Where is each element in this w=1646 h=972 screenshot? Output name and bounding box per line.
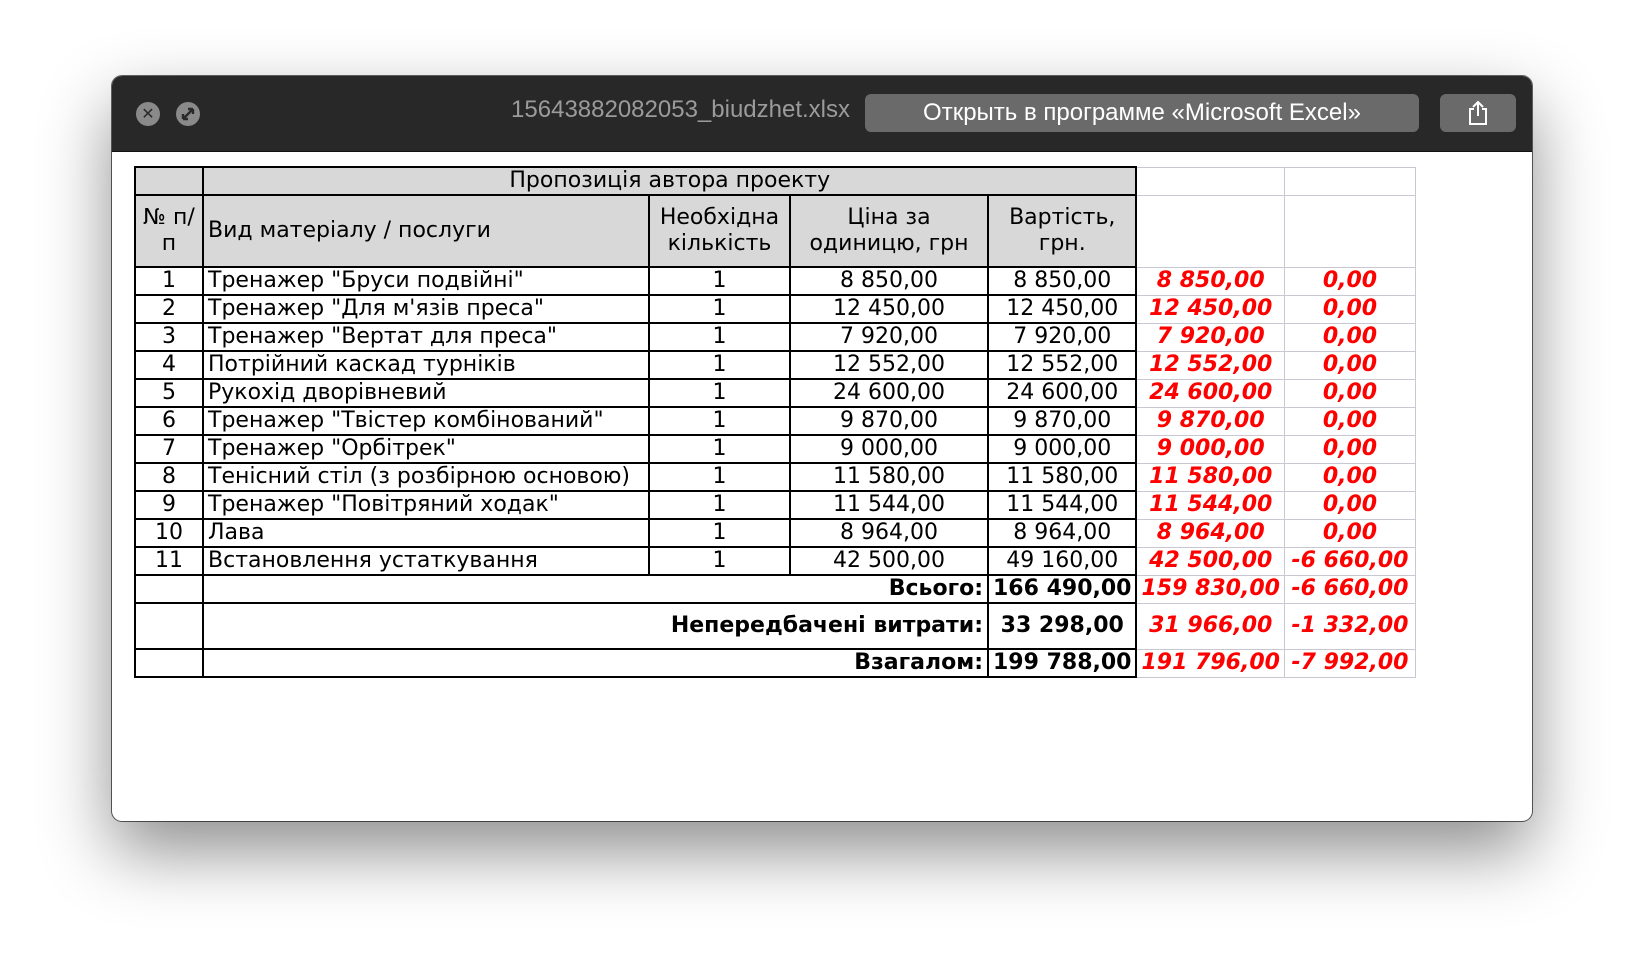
cost-cell[interactable]: 24 600,00	[988, 379, 1136, 407]
total-label: Взагалом:	[203, 649, 988, 677]
quantity-cell[interactable]: 1	[649, 323, 790, 351]
adjusted-cost-cell[interactable]: 42 500,00	[1136, 547, 1284, 575]
cost-cell[interactable]: 9 870,00	[988, 407, 1136, 435]
cost-cell[interactable]: 12 450,00	[988, 295, 1136, 323]
material-name-cell[interactable]: Тенісний стіл (з розбірною основою)	[203, 463, 649, 491]
unit-price-cell[interactable]: 12 552,00	[790, 351, 988, 379]
open-in-excel-button[interactable]: Открыть в программе «Microsoft Excel»	[865, 94, 1419, 132]
share-icon	[1467, 100, 1489, 126]
difference-cell[interactable]: 0,00	[1284, 519, 1415, 547]
column-header-qty: Необхідна кількість	[649, 195, 790, 267]
table-row	[135, 295, 1415, 323]
extra-header-cell	[1136, 195, 1284, 267]
extra-header-cell	[1284, 167, 1415, 195]
spreadsheet-view	[134, 166, 1416, 678]
total-adjusted-cell[interactable]: 159 830,00	[1136, 575, 1284, 603]
adjusted-cost-cell[interactable]: 8 964,00	[1136, 519, 1284, 547]
total-row	[135, 649, 1415, 677]
total-difference-cell[interactable]: -7 992,00	[1284, 649, 1415, 677]
table-row	[135, 435, 1415, 463]
quantity-cell[interactable]: 1	[649, 547, 790, 575]
difference-cell[interactable]: 0,00	[1284, 379, 1415, 407]
quantity-cell[interactable]: 1	[649, 295, 790, 323]
row-number-cell[interactable]: 3	[135, 323, 203, 351]
total-row	[135, 603, 1415, 649]
unit-price-cell[interactable]: 9 870,00	[790, 407, 988, 435]
table-row	[135, 463, 1415, 491]
material-name-cell[interactable]: Встановлення устаткування	[203, 547, 649, 575]
quantity-cell[interactable]: 1	[649, 379, 790, 407]
total-difference-cell[interactable]: -1 332,00	[1284, 603, 1415, 649]
adjusted-cost-cell[interactable]: 11 544,00	[1136, 491, 1284, 519]
difference-cell[interactable]: 0,00	[1284, 435, 1415, 463]
adjusted-cost-cell[interactable]: 24 600,00	[1136, 379, 1284, 407]
unit-price-cell[interactable]: 12 450,00	[790, 295, 988, 323]
material-name-cell[interactable]: Тренажер "Вертат для преса"	[203, 323, 649, 351]
unit-price-cell[interactable]: 42 500,00	[790, 547, 988, 575]
material-name-cell[interactable]: Тренажер "Бруси подвійні"	[203, 267, 649, 295]
quantity-cell[interactable]: 1	[649, 407, 790, 435]
header-corner-cell	[135, 167, 203, 195]
quantity-cell[interactable]: 1	[649, 519, 790, 547]
unit-price-cell[interactable]: 11 544,00	[790, 491, 988, 519]
table-row	[135, 267, 1415, 295]
adjusted-cost-cell[interactable]: 12 450,00	[1136, 295, 1284, 323]
difference-cell[interactable]: -6 660,00	[1284, 547, 1415, 575]
cost-cell[interactable]: 9 000,00	[988, 435, 1136, 463]
row-number-cell[interactable]: 6	[135, 407, 203, 435]
total-cost-cell[interactable]: 33 298,00	[988, 603, 1136, 649]
difference-cell[interactable]: 0,00	[1284, 491, 1415, 519]
unit-price-cell[interactable]: 24 600,00	[790, 379, 988, 407]
difference-cell[interactable]: 0,00	[1284, 407, 1415, 435]
quicklook-window	[112, 76, 1532, 821]
extra-header-cell	[1284, 195, 1415, 267]
cost-cell[interactable]: 8 964,00	[988, 519, 1136, 547]
table-row	[135, 547, 1415, 575]
extra-header-cell	[1136, 167, 1284, 195]
material-name-cell[interactable]: Потрійний каскад турніків	[203, 351, 649, 379]
total-cost-cell[interactable]: 199 788,00	[988, 649, 1136, 677]
adjusted-cost-cell[interactable]: 12 552,00	[1136, 351, 1284, 379]
empty-cell	[135, 649, 203, 677]
column-header-num: № п/п	[135, 195, 203, 267]
material-name-cell[interactable]: Тренажер "Повітряний ходак"	[203, 491, 649, 519]
file-name: 15643882082053_biudzhet.xlsx	[511, 96, 850, 123]
difference-cell[interactable]: 0,00	[1284, 323, 1415, 351]
table-row	[135, 323, 1415, 351]
material-name-cell[interactable]: Тренажер "Орбітрек"	[203, 435, 649, 463]
table-row	[135, 379, 1415, 407]
adjusted-cost-cell[interactable]: 11 580,00	[1136, 463, 1284, 491]
close-icon[interactable]: ✕	[136, 102, 160, 126]
quantity-cell[interactable]: 1	[649, 267, 790, 295]
row-number-cell[interactable]: 2	[135, 295, 203, 323]
row-number-cell[interactable]: 1	[135, 267, 203, 295]
cost-cell[interactable]: 12 552,00	[988, 351, 1136, 379]
total-adjusted-cell[interactable]: 31 966,00	[1136, 603, 1284, 649]
share-button[interactable]	[1440, 94, 1516, 132]
total-difference-cell[interactable]: -6 660,00	[1284, 575, 1415, 603]
row-number-cell[interactable]: 4	[135, 351, 203, 379]
total-row	[135, 575, 1415, 603]
empty-cell	[135, 575, 203, 603]
table-row	[135, 407, 1415, 435]
quantity-cell[interactable]: 1	[649, 351, 790, 379]
column-header-price: Ціна за одиницю, грн	[790, 195, 988, 267]
adjusted-cost-cell[interactable]: 8 850,00	[1136, 267, 1284, 295]
difference-cell[interactable]: 0,00	[1284, 267, 1415, 295]
material-name-cell[interactable]: Тренажер "Твістер комбінований"	[203, 407, 649, 435]
row-number-cell[interactable]: 8	[135, 463, 203, 491]
row-number-cell[interactable]: 11	[135, 547, 203, 575]
adjusted-cost-cell[interactable]: 9 000,00	[1136, 435, 1284, 463]
title-bar	[112, 76, 1532, 152]
table-row	[135, 351, 1415, 379]
total-adjusted-cell[interactable]: 191 796,00	[1136, 649, 1284, 677]
difference-cell[interactable]: 0,00	[1284, 463, 1415, 491]
quantity-cell[interactable]: 1	[649, 435, 790, 463]
fullscreen-icon[interactable]	[176, 102, 200, 126]
column-header-cost: Вартість, грн.	[988, 195, 1136, 267]
unit-price-cell[interactable]: 8 964,00	[790, 519, 988, 547]
row-number-cell[interactable]: 9	[135, 491, 203, 519]
material-name-cell[interactable]: Рукохід дворівневий	[203, 379, 649, 407]
total-label: Непередбачені витрати:	[203, 603, 988, 649]
cost-cell[interactable]: 7 920,00	[988, 323, 1136, 351]
quantity-cell[interactable]: 1	[649, 463, 790, 491]
quantity-cell[interactable]: 1	[649, 491, 790, 519]
cost-cell[interactable]: 49 160,00	[988, 547, 1136, 575]
empty-cell	[135, 603, 203, 649]
cost-cell[interactable]: 11 580,00	[988, 463, 1136, 491]
unit-price-cell[interactable]: 7 920,00	[790, 323, 988, 351]
material-name-cell[interactable]: Лава	[203, 519, 649, 547]
group-header: Пропозиція автора проекту	[203, 167, 1136, 195]
difference-cell[interactable]: 0,00	[1284, 295, 1415, 323]
table-row	[135, 491, 1415, 519]
total-label: Всього:	[203, 575, 988, 603]
difference-cell[interactable]: 0,00	[1284, 351, 1415, 379]
column-header-material: Вид матеріалу / послуги	[203, 195, 649, 267]
unit-price-cell[interactable]: 11 580,00	[790, 463, 988, 491]
row-number-cell[interactable]: 5	[135, 379, 203, 407]
cost-cell[interactable]: 8 850,00	[988, 267, 1136, 295]
adjusted-cost-cell[interactable]: 7 920,00	[1136, 323, 1284, 351]
total-cost-cell[interactable]: 166 490,00	[988, 575, 1136, 603]
row-number-cell[interactable]: 10	[135, 519, 203, 547]
table-row	[135, 519, 1415, 547]
cost-cell[interactable]: 11 544,00	[988, 491, 1136, 519]
budget-table	[134, 166, 1416, 678]
material-name-cell[interactable]: Тренажер "Для м'язів преса"	[203, 295, 649, 323]
unit-price-cell[interactable]: 8 850,00	[790, 267, 988, 295]
unit-price-cell[interactable]: 9 000,00	[790, 435, 988, 463]
row-number-cell[interactable]: 7	[135, 435, 203, 463]
adjusted-cost-cell[interactable]: 9 870,00	[1136, 407, 1284, 435]
